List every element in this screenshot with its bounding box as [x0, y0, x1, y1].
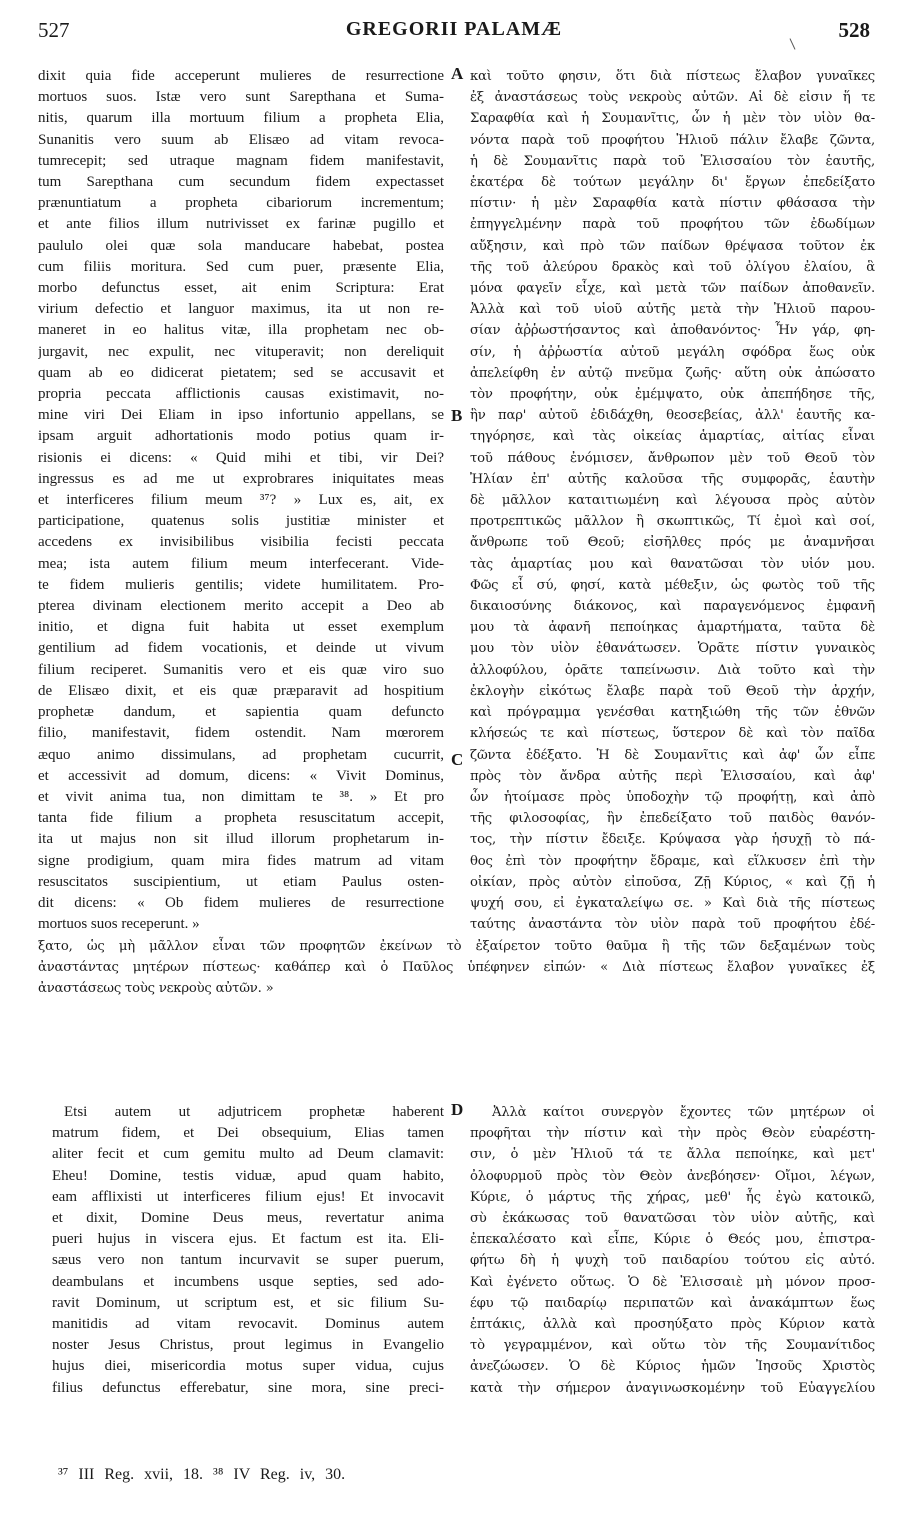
text-line: accedens ex invisibilibus visibilia fecisti peccata — [38, 534, 444, 551]
text-line: maneret in eo halitus vitæ, illa prophetam nec ob- — [38, 322, 444, 339]
text-line: cum filiis moritura. Sed cum puer, præsente Elia, — [38, 258, 444, 275]
text-line: filius defunctus efferebatur, sine mora, sine preci- — [52, 1379, 444, 1396]
footnotes: ³⁷ III Reg. xvii, 18. ³⁸ IV Reg. iv, 30. — [58, 1466, 346, 1483]
text-line: ἐξ ἀναστάσεως τοὺς νεκροὺς αὐτῶν. Αἱ δὲ εἰσιν ἥ τε — [470, 90, 875, 106]
text-line: καὶ πρόγραμμα γενέσθαι κατηξιώθη τῆς τῶν ἐθνῶν — [470, 705, 875, 721]
text-line: manitidis ad vitam revocavit. Dominus autem — [52, 1316, 444, 1333]
text-line: tum Sarepthana cum secundum fidem expectasset — [38, 174, 444, 191]
text-line: σίν, ἡ ἀῤῥωστία αὐτοῦ μεγάλη σφόδρα ἕως οὐκ — [470, 344, 875, 360]
text-line: τος, τὴν πίστιν ἔδειξε. Κρύψασα γὰρ ἡσυχῇ τὸ πά- — [470, 832, 875, 848]
text-line: eam afflixisti ut interficeres filium ejus! Et invocavit — [52, 1188, 444, 1205]
text-line: Σαραφθία καὶ ἡ Σουμανῖτις, ὧν ἡ μὲν τὸν υἱὸν θα- — [470, 111, 875, 127]
text-line: morbo defunctus esset, ait enim Scriptura: Erat — [38, 280, 444, 297]
text-line: pterea divinam electionem merito accepit a Deo ab — [38, 598, 444, 615]
text-line: τῆς τοῦ ἀλεύρου δρακὸς καὶ τοῦ ὀλίγου ἐλαίου, ἃ — [470, 259, 875, 275]
text-line: ἀνεζώωσεν. Ὁ δὲ Κύριος ἡμῶν Ἰησοῦς Χριστὸς — [470, 1359, 875, 1375]
text-line: ζῶντα ἐδέξατο. Ἡ δὲ Σουμανῖτις καὶ ἀφ' ὧν εἶπε — [470, 747, 875, 763]
text-line: ψυχή σου, εἰ ἐγκαταλείψω σε. » Καὶ διὰ τῆς πίστεως — [470, 895, 875, 911]
text-line: ἑκατέρα δὲ τούτων μεγάλην δι' ἔργων ἐπεδείξατο — [470, 175, 875, 191]
text-line: οἰκίαν, πρὸς αὐτὸν εἰποῦσα, Ζῇ Κύριος, « καὶ ζῇ ἡ — [470, 874, 875, 890]
greek-full-width-block — [38, 936, 875, 1000]
text-line: ἄνθρωπε τοῦ Θεοῦ; εἰσῆλθες πρός με ἀναμνῆσαι — [470, 535, 875, 551]
text-line: aliter fecit et cum gemitu multo ad Deum clamavit: — [52, 1146, 444, 1163]
text-line: risionis ei dicens: « Quid mihi et tibi, vir Dei? — [38, 449, 444, 466]
text-line: Ἠλίαν ἐπ' αὐτῆς καλοῦσα τῆς συμφορᾶς, ἑαυτὴν — [470, 471, 875, 487]
text-line: dixit quia fide acceperunt mulieres de resurrectione — [38, 68, 444, 84]
text-line: Ἀλλὰ καίτοι συνεργὸν ἔχοντες τῶν μητέρων οἱ — [492, 1105, 875, 1120]
text-line: initio, et digna fuit habita ut esset exemplum — [38, 619, 444, 636]
latin-column-bottom — [52, 1102, 444, 1399]
text-line: nitis, quarum illa mortuum filium a propheta Elia, — [38, 110, 444, 127]
text-line: προτρεπτικῶς μᾶλλον ἢ σκωπτικῶς, Τί ἐμοὶ καὶ σοί, — [470, 514, 875, 530]
text-line: propria peccata afflictionis causas existimavit, no- — [38, 386, 444, 403]
text-line: πρὸς τὸν ἄνδρα αὐτῆς περὶ Ἐλισσαίου, καὶ ἀφ' — [470, 768, 875, 784]
text-line: μου τὸν υἱὸν ἐθανάτωσεν. Ὁρᾶτε πίστιν γυναικὸς — [470, 641, 875, 657]
text-line: ἐπηγγελμένην παρὰ τοῦ προφήτου τῶν ἐδωδίμων — [470, 217, 875, 233]
text-line: deambulans et incumbens usque septies, sed ado- — [52, 1273, 444, 1290]
text-line: tumrecepit; sed utraque magnam fidem manifestavit, — [38, 152, 444, 169]
text-line: ὀλοφυρμοῦ πρὸς τὸν Θεὸν ἀνεβόησεν· Οἴμοι, λέγων, — [470, 1168, 875, 1184]
text-line: νόντα παρὰ τοῦ προφήτου Ἠλιοῦ πάλιν ἔλαβε ζῶντα, — [470, 132, 875, 148]
text-line: tanta fide filium a propheta resuscitatum accepit, — [38, 810, 444, 827]
section-marker-a: A — [451, 64, 464, 83]
text-line: Φῶς εἶ σύ, φησί, κατὰ μέθεξιν, ὡς φωτὸς τοῦ τῆς — [470, 577, 875, 593]
text-line: τὰς ἁμαρτίας μου καὶ θανατῶσαι τὸν υἱόν μου. — [470, 556, 875, 572]
text-line: ravit Dominum, ut scriptum est, et sic filium Su- — [52, 1294, 444, 1311]
text-line: ἀναστάντας μητέρων πίστεως· καθάπερ καὶ ὁ Παῦλος ὑπέφηνεν εἰπών· « Διὰ πίστεως ἔλαβον γυναῖκες ἐξ — [38, 960, 875, 976]
text-line: ita ut majus non sit illud illorum prophetarum in- — [38, 831, 444, 848]
page-number-right: 528 — [838, 18, 870, 42]
text-line: ipsam arguit adhortationis modo potius quam ir- — [38, 428, 444, 445]
text-line: δὲ μᾶλλον καταιτιωμένη καὶ λέγουσα πρὸς αὐτὸν — [470, 493, 875, 509]
text-line: participatione, quatenus solis justitiæ minister et — [38, 513, 444, 530]
text-line: quam ab eo didicerat pietatem; sed se accusavit et — [38, 364, 444, 381]
text-line: resuscitatos suscipientium, ut etiam Paulus osten- — [38, 873, 444, 890]
latin-column-top — [38, 66, 444, 935]
text-line: gentilium ad fidem vocationis, et deinde ut vivum — [38, 640, 444, 657]
text-line: μου τὰ ἀφανῆ πεποίηκας ἁμαρτήματα, ταῦτα δὲ — [470, 620, 875, 636]
text-line: paululo olei quæ sola manducare habebat, postea — [38, 237, 444, 254]
text-line: mortuos suos receperunt. » — [38, 916, 200, 933]
text-line: ἡ δὲ Σουμανῖτις παρὰ τοῦ Ἐλισσαίου τὸν ἑαυτῆς, — [470, 153, 875, 169]
greek-column-bottom — [470, 1102, 875, 1399]
text-line: δικαιοσύνης διάκονος, καὶ παραγενόμενος ἐμφανῆ — [470, 599, 875, 615]
text-line: θος ἐπὶ τὸν προφήτην ἔδραμε, καὶ εἵλκυσεν ἐπὶ τὴν — [470, 853, 875, 869]
text-line: μόνα φαγεῖν εἶχε, καὶ μετὰ τῶν παίδων ἀποθανεῖν. — [470, 281, 875, 297]
text-line: ἀναστάσεως τοὺς νεκροὺς αὐτῶν. » — [38, 981, 274, 997]
text-line: ὧν ἡτοίμασε πρὸς ὑποδοχὴν τῷ προφήτῃ, καὶ ἀπὸ — [470, 789, 875, 805]
text-line: mine viri Dei Eliam in ipso infortunio appellans, se — [38, 407, 444, 424]
running-title: GREGORII PALAMÆ — [345, 18, 563, 40]
text-line: ἀπελείφθη ἐν αὐτῷ πνεῦμα ζωῆς· αὕτη οὐκ ἀπώσατο — [470, 365, 875, 381]
text-line: τὸν προφήτην, οὐκ ἐμέμψατο, οὐκ ἀπεπήδησε τῆς, — [470, 387, 875, 403]
text-line: virium defectio et languor maximus, ita ut non re- — [38, 301, 444, 318]
text-line: dit dicens: « Ob fidem mulieres de resurrectione — [38, 894, 444, 911]
page-header — [38, 18, 870, 44]
text-line: τηγόρησε, καὶ τὰς οἰκείας ἁμαρτίας, αἰτίας εἶναι — [470, 429, 875, 445]
text-line: φήτω δὴ ἡ ψυχὴ τοῦ παιδαρίου τούτου εἰς αὐτό. — [470, 1253, 875, 1269]
text-line: Eheu! Domine, testis viduæ, apud quam habito, — [52, 1167, 444, 1184]
text-line: τῆς φιλοσοφίας, ἣν ἐπεδείξατο τοῦ παιδὸς θανόν- — [470, 811, 875, 827]
text-line: jurgavit, nec expulit, nec vituperavit; non dereliquit — [38, 343, 444, 360]
text-line: Καὶ ἐγένετο οὕτως. Ὁ δὲ Ἐλισσαιὲ μὴ μόνον προσ- — [470, 1274, 875, 1290]
text-line: sæus vero non tantum incurvavit se super puerum, — [52, 1252, 444, 1269]
section-marker-d: D — [451, 1100, 464, 1119]
text-line: filium reciperet. Sumanitis vero et eis quæ viro suo — [38, 661, 444, 678]
text-line: ἣν παρ' αὐτοῦ ἐδιδάχθη, θεοσεβείας, ἀλλ' ἑαυτῆς κα- — [470, 408, 875, 424]
greek-column-top — [470, 66, 875, 935]
text-line: et accessivit ad domum, dicens: « Vivit Dominus, — [38, 767, 444, 784]
text-line: έφυ τῷ παιδαρίῳ περιπατῶν καὶ ἀνακάμπτων ἕως — [470, 1295, 875, 1311]
text-line: σὺ ἐκάκωσας τοῦ θανατῶσαι τὸν υἱὸν αὐτῆς, καὶ — [470, 1211, 875, 1227]
section-marker-b: B — [451, 406, 463, 425]
text-line: πίστιν· ἡ μὲν Σαραφθία κατὰ πίστιν φθάσασα τὴν — [470, 196, 875, 212]
text-line: ξατο, ὡς μὴ μᾶλλον εἶναι τῶν προφητῶν ἐκείνων τὸ ἐξαίρετον τοῦτο θαῦμα ἢ τῆς τῶν δεξαμένων τοὺς — [38, 939, 875, 954]
text-line: κλήσεώς τε καὶ πίστεως, ὕστερον δὲ καὶ τὸν παῖδα — [470, 726, 875, 742]
text-line: et interficeres filium meum ³⁷? » Lux es, ait, ex — [38, 492, 444, 509]
text-line: noster Jesus Christus, prout legimus in Evangelio — [52, 1337, 444, 1354]
text-line: ἐπεκαλέσατο καὶ εἶπε, Κύριε ὁ Θεός μου, ἐπιστρα- — [470, 1232, 875, 1248]
text-line: matrum fidem, et Dei obsequium, Elias tamen — [52, 1125, 444, 1142]
text-line: et ante filios illum nutrivisset ex farinæ pugillo et — [38, 216, 444, 233]
text-line: κατὰ τὴν σήμερον ἀναγινωσκομένην τοῦ Εὐαγγελίου — [470, 1380, 875, 1396]
text-line: ἐκλογὴν εἰκότως ἔλαβε παρὰ τοῦ Θεοῦ τὴν ἀρχήν, — [470, 683, 875, 699]
text-line: mea; ista autem filium meum interfecerant. Vide- — [38, 555, 444, 572]
text-line: σίαν ἀῤῥωστήσαντος καὶ ἀποθανόντος· Ἦν γάρ, φη- — [470, 323, 875, 339]
text-line: Ἀλλὰ καὶ τοῦ υἱοῦ αὐτῆς μετὰ τὴν Ἠλιοῦ παρου- — [470, 302, 875, 318]
section-marker-c: C — [451, 750, 464, 769]
text-line: ἑπτάκις, ἀλλὰ καὶ προσηύξατο πρὸς Κύριον κατὰ — [470, 1317, 875, 1333]
text-line: filio, manifestavit, fidem ostendit. Nam mœrorem — [38, 725, 444, 742]
text-line: Κύριε, ὁ μάρτυς τῆς χήρας, μεθ' ἧς ἐγὼ κατοικῶ, — [470, 1189, 875, 1205]
text-line: pueri hujus in viscera ejus. Et factum est ita. Eli- — [52, 1231, 444, 1248]
text-line: Sunanitis vero suum ab Elisæo ad vitam revoca- — [38, 131, 444, 148]
text-line: τὸ γεγραμμένον, καὶ οὕτω τὸν τῆς Σουμανίτιδος — [470, 1338, 875, 1354]
text-line: ταύτης ἀναστάντα τὸν υἱὸν παρὰ τοῦ προφήτου ἐδέ- — [470, 917, 875, 933]
text-line: signe prodigium, quam mira fides matrum ad vitam — [38, 852, 444, 869]
text-line: prænuntiatum a propheta cibariorum incrementum; — [38, 195, 444, 212]
text-line: hujus diei, misericordia motus super vidua, cujus — [52, 1358, 444, 1375]
text-line: mortuos suos. Istæ vero sunt Sarepthana et Suma- — [38, 89, 444, 106]
page-number-left: 527 — [38, 18, 70, 42]
text-line: ingressus es ad me ut exprobrares iniquitates meas — [38, 470, 444, 487]
text-line: καὶ τοῦτο φησιν, ὅτι διὰ πίστεως ἔλαβον γυναῖκες — [470, 69, 875, 84]
text-line: te fidem mulieris gentilis; videte humilitatem. Pro- — [38, 576, 444, 593]
text-line: et dixit, Domine Deus meus, revertatur anima — [52, 1210, 444, 1227]
text-line: προφῆται τὴν πίστιν καὶ τὴν πρὸς Θεὸν εὐαρέστη- — [470, 1126, 875, 1142]
text-line: prophetæ dandum, et sapientia quam defuncto — [38, 704, 444, 721]
text-line: et vivit anima tua, non dimittam te ³⁸. » Et pro — [38, 788, 444, 805]
text-line: æquo animo dissimulans, ad prophetam cucurrit, — [38, 746, 444, 763]
text-line: de Elisæo dixit, et eis quæ præparavit ad hospitium — [38, 682, 444, 699]
text-line: ἀλλοφύλου, ὁρᾶτε ταπείνωσιν. Διὰ τοῦτο καὶ τὴν — [470, 662, 875, 678]
text-line: σιν, ὁ μὲν Ἠλιοῦ τά τε ἄλλα πεποίηκε, καὶ μετ' — [470, 1147, 875, 1163]
text-line: αὔξησιν, καὶ πρὸ τῶν παίδων θρέψασα τοῦτον ἐκ — [470, 238, 875, 254]
text-line: Etsi autem ut adjutricem prophetæ haberent — [64, 1104, 444, 1120]
text-line: τοῦ πάθους ἐνόμισεν, ἄνθρωπον μὲν τοῦ Θεοῦ τὸν — [470, 450, 875, 466]
